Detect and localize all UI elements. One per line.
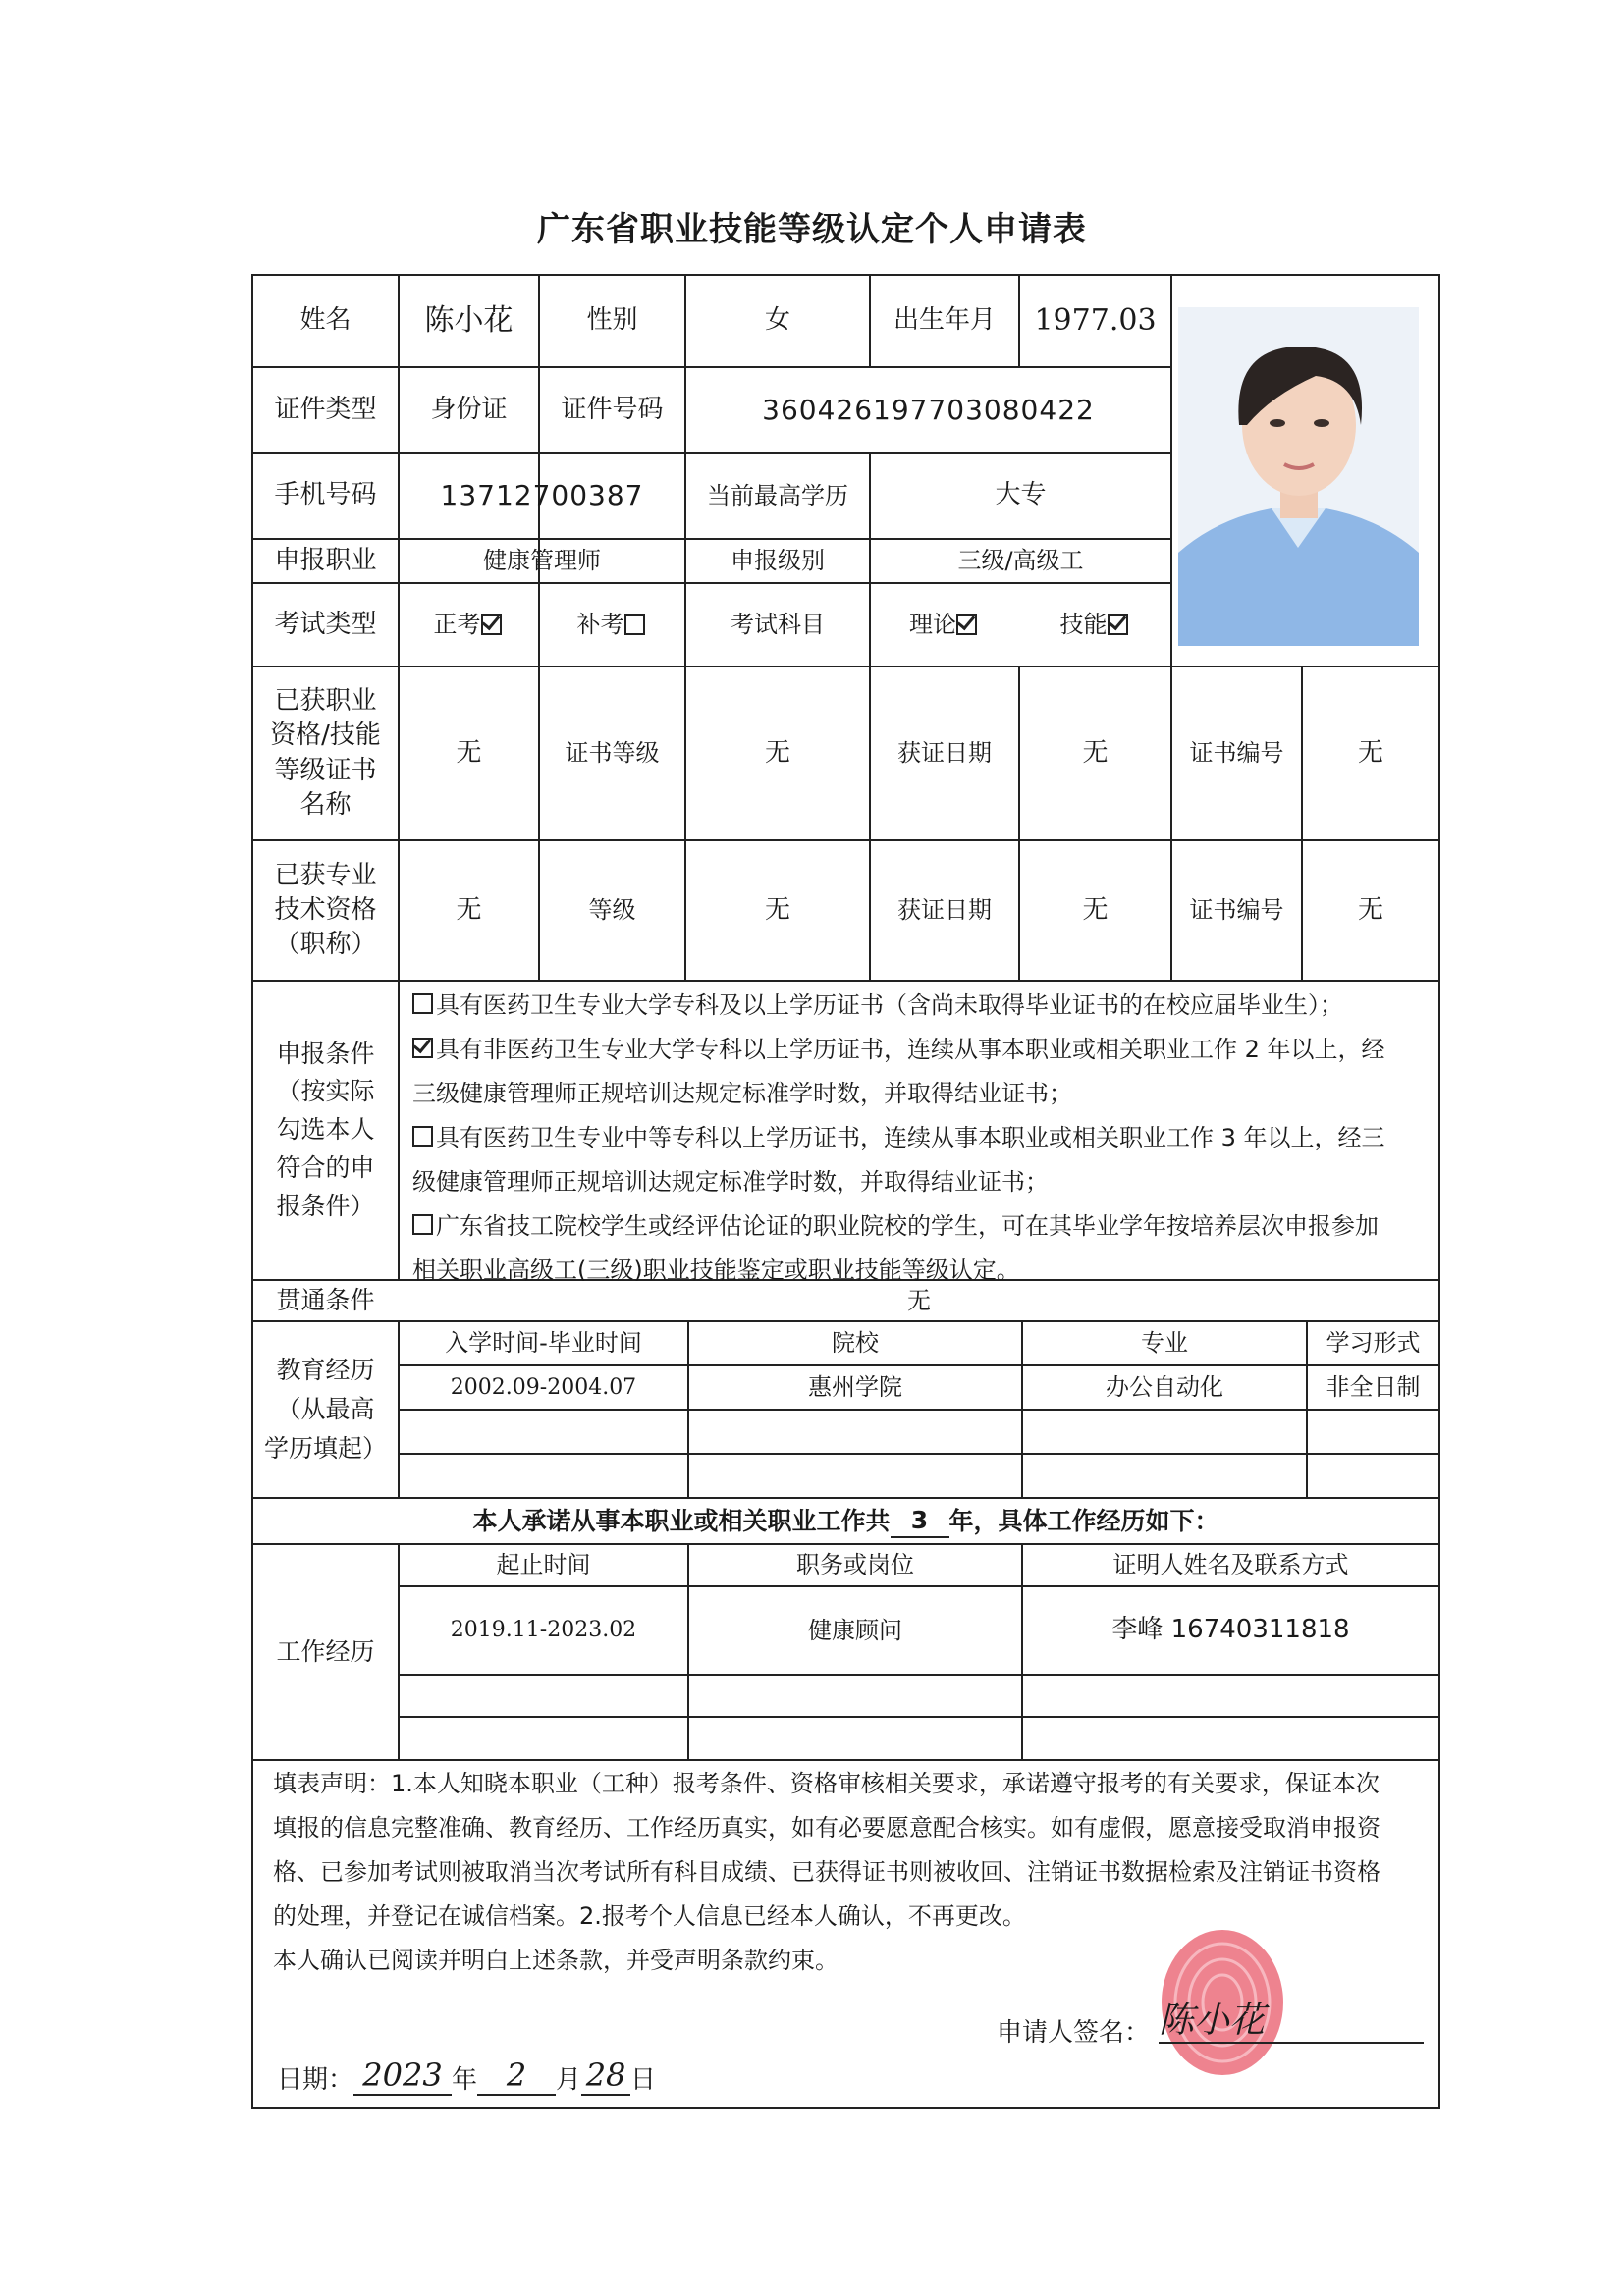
education-history-label: 教育经历 （从最高 学历填起） — [263, 1356, 387, 1463]
cert-date-label: 获证日期 — [897, 739, 992, 768]
skill-checkbox-icon — [1108, 614, 1128, 635]
edu-period-value: 2002.09-2004.07 — [450, 1374, 637, 1400]
date-year: 2023 — [353, 2056, 452, 2096]
birth-label: 出生年月 — [893, 305, 996, 336]
phone-value: 13712700387 — [440, 479, 644, 512]
date-month: 2 — [477, 2056, 556, 2096]
portrait-image — [1178, 307, 1419, 646]
prof-cert-number-label: 证书编号 — [1189, 896, 1284, 925]
prof-date-value: 无 — [1082, 894, 1109, 925]
cert-number-value: 无 — [1357, 737, 1383, 768]
prof-title-value: 无 — [456, 894, 482, 925]
cert-level-value: 无 — [764, 737, 790, 768]
edu-school-value: 惠州学院 — [808, 1373, 902, 1402]
id-number-label: 证件号码 — [561, 394, 664, 424]
work-years-value: 3 — [891, 1504, 949, 1539]
theory-option: 理论 — [871, 584, 1018, 666]
date-label: 日期： — [277, 2065, 354, 2095]
checkbox-icon — [412, 1126, 433, 1147]
condition-item-3: 具有医药卫生专业中等专科以上学历证书，连续从事本职业或相关职业工作 3 年以上，经三 — [412, 1116, 1434, 1160]
form-date — [277, 2056, 656, 2096]
through-value: 无 — [907, 1286, 931, 1314]
edu-header-period: 入学时间-毕业时间 — [445, 1329, 642, 1358]
job-value: 健康管理师 — [483, 547, 601, 575]
level-label: 申报级别 — [731, 547, 825, 575]
gender-value: 女 — [764, 305, 790, 336]
declaration-line: 本人确认已阅读并明白上述条款，并受声明条款约束。 — [273, 1947, 839, 1974]
exam-subject-label: 考试科目 — [731, 611, 825, 639]
exam-type-label: 考试类型 — [274, 609, 377, 639]
checkbox-icon — [412, 1214, 433, 1235]
work-header-position: 职务或岗位 — [796, 1551, 914, 1579]
work-period-value: 2019.11-2023.02 — [450, 1618, 637, 1643]
year-unit: 年 — [452, 2065, 478, 2095]
id-type-label: 证件类型 — [274, 394, 377, 424]
month-unit: 月 — [556, 2065, 582, 2095]
cert-number-label: 证书编号 — [1189, 739, 1284, 768]
edu-major-value: 办公自动化 — [1106, 1373, 1223, 1402]
work-header-period: 起止时间 — [496, 1551, 591, 1579]
checkbox-checked-icon — [412, 1038, 433, 1058]
prof-title-label: 已获专业 技术资格 （职称） — [274, 860, 377, 960]
job-cert-label: 已获职业 资格/技能 等级证书 名称 — [270, 686, 381, 820]
work-commitment: 本人承诺从事本职业或相关职业工作共 3 年，具体工作经历如下： — [253, 1499, 1438, 1543]
education-value: 大专 — [995, 480, 1047, 510]
through-label: 贯通条件 — [276, 1286, 375, 1315]
condition-item-4: 广东省技工院校学生或经评估论证的职业院校的学生，可在其毕业学年按培养层次申报参加 — [412, 1204, 1434, 1249]
skill-option: 技能 — [1020, 584, 1170, 666]
condition-item-2-cont: 三级健康管理师正规培训达规定标准学时数，并取得结业证书； — [412, 1080, 1072, 1107]
form-title: 广东省职业技能等级认定个人申请表 — [537, 210, 1087, 249]
work-header-reference: 证明人姓名及联系方式 — [1112, 1551, 1349, 1579]
prof-cert-number-value: 无 — [1357, 894, 1383, 925]
theory-checkbox-icon — [956, 614, 977, 635]
prof-date-label: 获证日期 — [897, 896, 992, 925]
phone-label: 手机号码 — [274, 480, 377, 510]
work-reference-value: 李峰 16740311818 — [1111, 1615, 1350, 1645]
birth-value: 1977.03 — [1034, 302, 1157, 338]
prof-level-label: 等级 — [588, 896, 636, 925]
education-label: 当前最高学历 — [707, 481, 848, 509]
date-day: 28 — [581, 2056, 630, 2096]
job-cert-name-value: 无 — [456, 737, 482, 768]
conditions-list — [412, 984, 1434, 1293]
id-type-value: 身份证 — [430, 394, 508, 424]
condition-item-4-cont: 相关职业高级工(三级)职业技能鉴定或职业技能等级认定。 — [412, 1256, 1020, 1284]
makeup-checkbox-icon — [624, 614, 645, 635]
job-label: 申报职业 — [274, 545, 377, 575]
day-unit: 日 — [630, 2065, 657, 2095]
name-label: 姓名 — [299, 305, 352, 336]
declaration-line: 的处理，并登记在诚信档案。2.报考个人信息已经本人确认，不再更改。 — [273, 1902, 1026, 1930]
applicant-photo — [1178, 307, 1419, 646]
conditions-label: 申报条件 （按实际 勾选本人 符合的申 报条件） — [276, 1039, 375, 1220]
work-history-label: 工作经历 — [276, 1637, 375, 1667]
condition-item-1: 具有医药卫生专业大学专科及以上学历证书（含尚未取得毕业证书的在校应届毕业生）； — [412, 984, 1434, 1028]
declaration-line: 格、已参加考试则被取消当次考试所有科目成绩、已获得证书则被收回、注销证书数据检索及注销证书资格 — [273, 1858, 1380, 1886]
cert-date-value: 无 — [1082, 737, 1109, 768]
condition-item-2: 具有非医药卫生专业大学专科以上学历证书，连续从事本职业或相关职业工作 2 年以上，经 — [412, 1028, 1434, 1072]
name-value: 陈小花 — [424, 302, 514, 338]
applicant-signature: 陈小花 — [1159, 1993, 1424, 2044]
gender-label: 性别 — [586, 305, 638, 336]
edu-mode-value: 非全日制 — [1326, 1373, 1421, 1402]
prof-level-value: 无 — [764, 894, 790, 925]
level-value: 三级/高级工 — [957, 547, 1084, 575]
regular-checkbox-icon — [481, 614, 502, 635]
declaration-line: 填表声明：1.本人知晓本职业（工种）报考条件、资格审核相关要求，承诺遵守报考的有关要求，保证本次 — [273, 1770, 1380, 1797]
edu-header-mode: 学习形式 — [1326, 1329, 1421, 1358]
signature-label: 申请人签名： — [997, 2018, 1151, 2048]
work-position-value: 健康顾问 — [808, 1616, 902, 1644]
checkbox-icon — [412, 993, 433, 1014]
declaration-line: 填报的信息完整准确、教育经历、工作经历真实，如有必要愿意配合核实。如有虚假，愿意接受取消申报资 — [273, 1814, 1380, 1842]
edu-header-major: 专业 — [1141, 1329, 1188, 1358]
id-number-value: 360426197703080422 — [762, 393, 1095, 426]
condition-item-3-cont: 级健康管理师正规培训达规定标准学时数，并取得结业证书； — [412, 1168, 1049, 1196]
exam-makeup-option: 补考 — [540, 584, 684, 666]
exam-regular-option: 正考 — [400, 584, 538, 666]
cert-level-label: 证书等级 — [565, 739, 660, 768]
edu-header-school: 院校 — [832, 1329, 879, 1358]
